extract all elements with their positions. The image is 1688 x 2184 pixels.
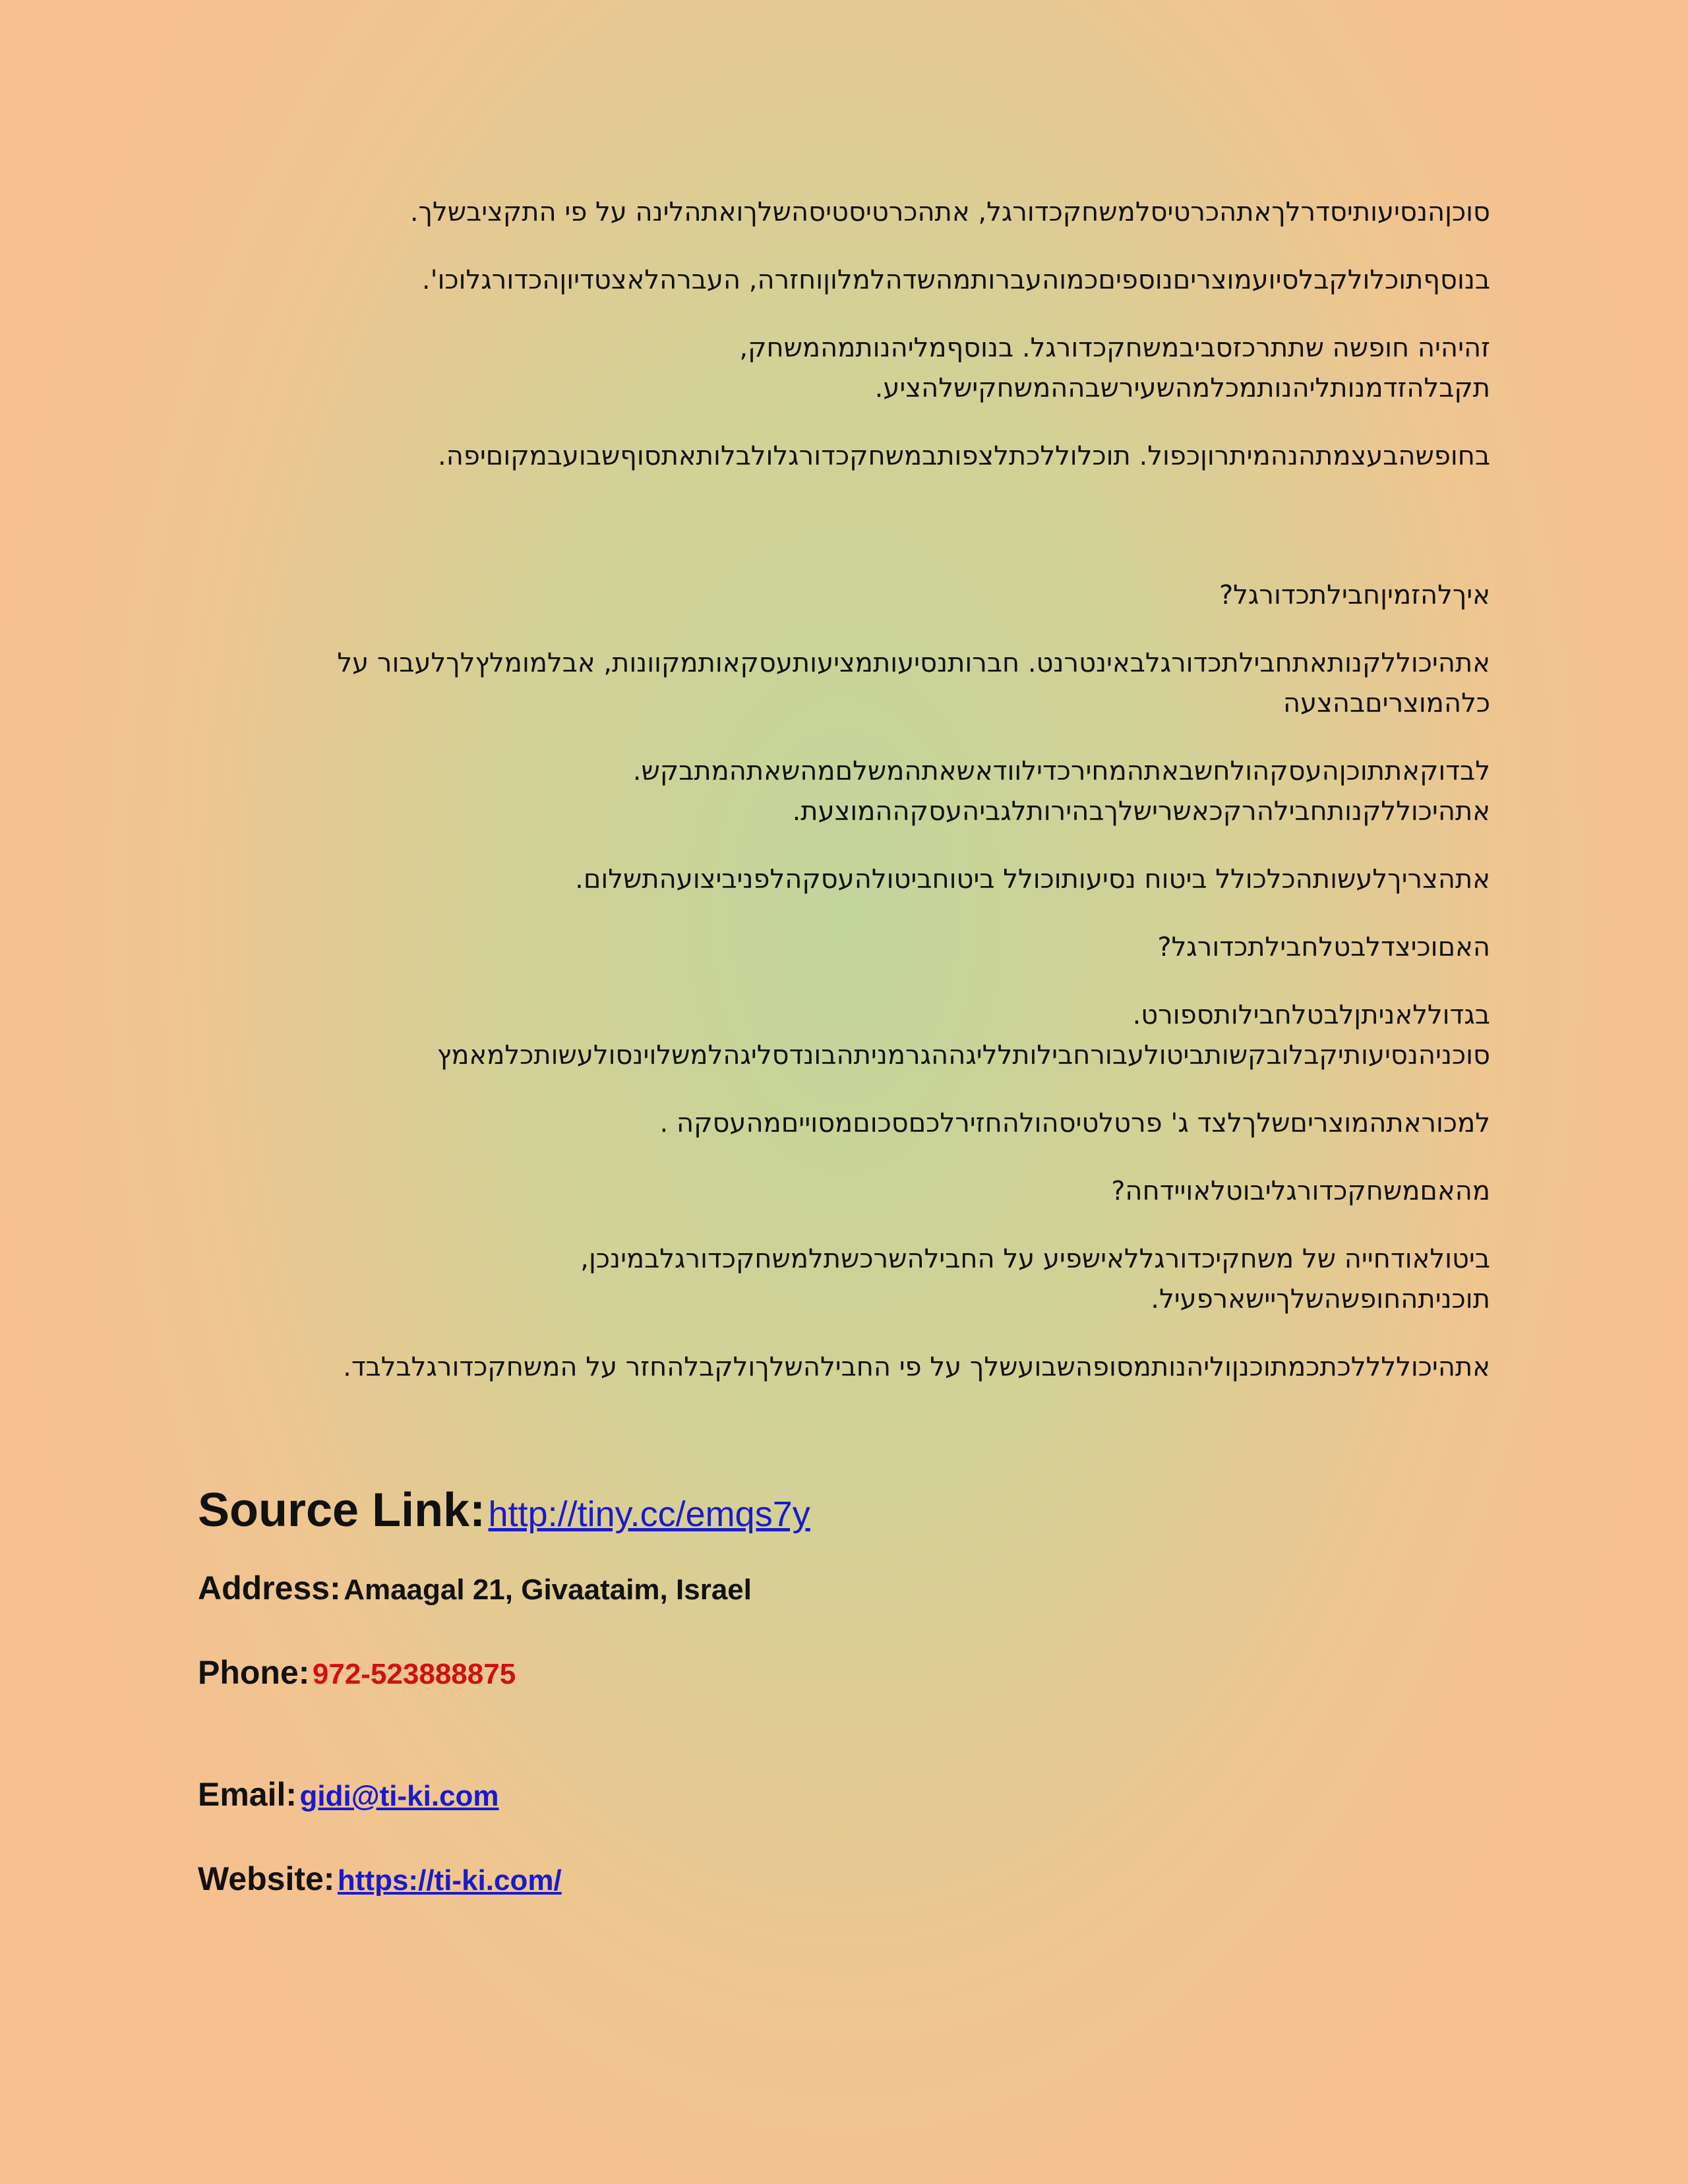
hebrew-article-body (198, 192, 1490, 1415)
website-link[interactable]: https://ti-ki.com/ (337, 1864, 562, 1897)
paragraph-line: בנוסףתוכלולקבלסיועמוצריםנוספיםכמוהעברותמהשדהלמלוןוחזרה, העברהלאצטדיוןהכדורגלוכו'. (421, 265, 1490, 295)
paragraph-line: תקבלהזדמנותליהנותמכלמהשעירשבההמשחקישלהציע. (874, 373, 1490, 403)
paragraph (198, 1104, 1490, 1144)
paragraph (198, 576, 1490, 616)
website-label: Website: (198, 1860, 335, 1897)
paragraph-line: האםוכיצדלבטלחבילתכדורגל? (1157, 932, 1490, 962)
paragraph-line: איךלהזמיןחבילתכדורגל? (1219, 580, 1490, 610)
source-row (198, 1483, 1451, 1569)
paragraph-line: לבדוקאתתוכןהעסקהולחשבאתהמחירכדילוודאשאתהמשלםמהשאתהמתבקש. (632, 756, 1490, 786)
phone-value: 972-523888875 (312, 1658, 516, 1690)
paragraph-line: בגדוללאניתןלבטלחבילותספורט. (1132, 1000, 1490, 1030)
contact-block (198, 1483, 1451, 1926)
paragraph (198, 260, 1490, 301)
address-label: Address: (198, 1570, 341, 1607)
email-row (198, 1775, 1451, 1860)
paragraph-line: כלהמוצריםבהצעה (1282, 688, 1490, 719)
paragraph (198, 995, 1490, 1076)
paragraph (198, 928, 1490, 968)
paragraph (198, 1239, 1490, 1320)
paragraph (198, 643, 1490, 724)
address-row (198, 1569, 1451, 1653)
paragraph-line: תוכניתהחופשהשלךיישארפעיל. (1151, 1284, 1490, 1314)
paragraph-line: אתהיכוללקנותאתחבילתכדורגלבאינטרנט. חברותנסיעותמציעותעסקאותמקוונות, אבלמומלץלךלעבור על (337, 648, 1490, 678)
paragraph-line: ביטולאודחייה של משחקיכדורגללאישפיע על החבילהשרכשתלמשחקכדורגלבמינכן, (580, 1244, 1490, 1274)
website-row (198, 1860, 1451, 1926)
paragraph (198, 436, 1490, 477)
paragraph-line: זהיהיה חופשה שתתרכזסביבמשחקכדורגל. בנוסףמליהנותמהמשחק, (739, 333, 1490, 363)
paragraph (198, 752, 1490, 832)
address-value: Amaagal 21, Givaataim, Israel (344, 1574, 752, 1606)
paragraph-line: סוכןהנסיעותיסדרלךאתהכרטיסלמשחקכדורגל, אתהכרטיסטיסהשלךואתהלינה על פי התקציבשלך. (409, 197, 1490, 227)
phone-label: Phone: (198, 1654, 310, 1691)
paragraph (198, 328, 1490, 409)
paragraph (198, 860, 1490, 900)
source-label: Source Link: (198, 1484, 486, 1537)
paragraph (198, 192, 1490, 233)
paragraph-line: מהאםמשחקכדורגליבוטלאויידחה? (1111, 1176, 1490, 1206)
paragraph-line: אתהצריךלעשותהכלכולל ביטוח נסיעותוכולל ביטוחביטולהעסקהלפניביצועהתשלום. (575, 864, 1490, 895)
email-link[interactable]: gidi@ti-ki.com (299, 1780, 499, 1812)
paragraph (198, 1347, 1490, 1388)
paragraph-line: למכוראתהמוצריםשלךלצד ג' פרטלטיסהולהחזירלכםסכוםמסוייםמהעסקה . (659, 1108, 1490, 1138)
email-label: Email: (198, 1776, 297, 1813)
paragraph-line: אתהיכוללללכתכמתוכנןוליהנותמסופהשבועשלך על פי החבילהשלךולקבלהחזר על המשחקכדורגלבלבד. (343, 1352, 1490, 1382)
paragraph-line: אתהיכוללקנותחבילהרקכאשרישלךבהירותלגביהעסקההמוצעת. (792, 796, 1490, 827)
paragraph-line: סוכניהנסיעותיקבלובקשותביטולעבורחבילותלליגההגרמניתהבונדסליגהלמשלוינסולעשותכלמאמץ (437, 1040, 1490, 1071)
paragraph (198, 1171, 1490, 1212)
source-link[interactable]: http://tiny.cc/emqs7y (488, 1494, 810, 1534)
paragraph-line: בחופשהבעצמתהנהמיתרוןכפול. תוכלוללכתלצפותבמשחקכדורגלולבלותאתסוףשבועבמקוםיפה. (438, 441, 1490, 471)
phone-row (198, 1653, 1451, 1775)
